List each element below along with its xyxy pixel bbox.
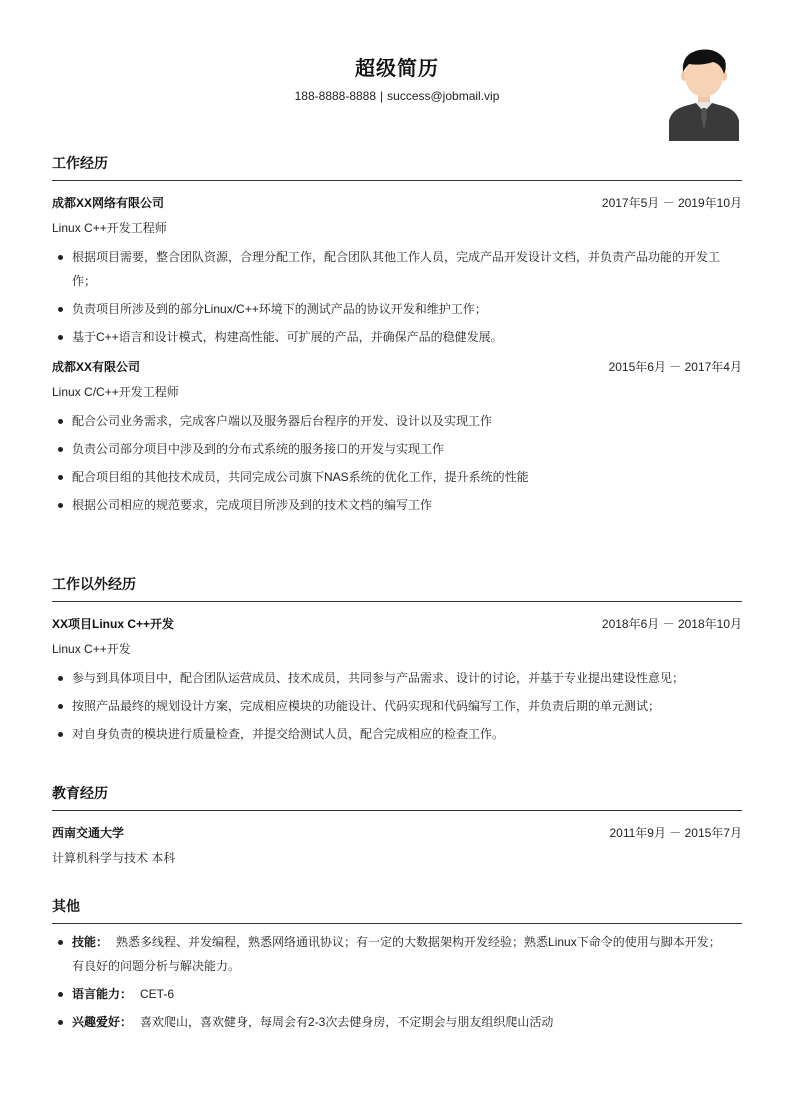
phone-number: 188-8888-8888 (294, 89, 377, 103)
section-title: 其他 (52, 895, 742, 924)
avatar (669, 46, 739, 141)
bullet-list (52, 245, 742, 349)
date-range: 2015年6月 － 2017年4月 (608, 359, 742, 374)
list-item: 负责公司部分项目中涉及到的分布式系统的服务接口的开发与实现工作 (52, 437, 742, 461)
list-item: 根据公司相应的规范要求，完成项目所涉及到的技术文档的编写工作 (52, 493, 742, 517)
list-item (52, 982, 742, 1006)
bullet-list (52, 666, 742, 746)
section-title: 工作以外经历 (52, 573, 742, 602)
section-title: 教育经历 (52, 782, 742, 811)
skills-text: 熟悉多线程、并发编程，熟悉网络通讯协议；有一定的大数据架构开发经验；熟悉Linux下命令的使用与脚本开发；有良好的问题分析与解决能力。 (72, 935, 721, 973)
language-label: 语言能力： (72, 987, 133, 1001)
resume-header (52, 0, 742, 150)
list-item (52, 930, 742, 978)
skills-label: 技能： (72, 935, 109, 949)
list-item: 配合项目组的其他技术成员，共同完成公司旗下NAS系统的优化工作，提升系统的性能 (52, 465, 742, 489)
school-name: 西南交通大学 (52, 825, 125, 840)
work-entry (52, 189, 742, 349)
entry-header (52, 189, 742, 215)
hobbies-text: 喜欢爬山，喜欢健身，每周会有2-3次去健身房，不定期会与朋友组织爬山活动 (140, 1015, 554, 1029)
contact-line (52, 89, 742, 103)
date-range: 2011年9月 － 2015年7月 (609, 825, 742, 840)
language-text: CET-6 (140, 987, 175, 1001)
list-item: 配合公司业务需求，完成客户端以及服务器后台程序的开发、设计以及实现工作 (52, 409, 742, 433)
entry-header (52, 353, 742, 379)
hobbies-label: 兴趣爱好： (72, 1015, 133, 1029)
misc-section (52, 895, 742, 1038)
project-entry (52, 610, 742, 746)
resume-page (52, 0, 742, 1029)
company-name: 成都XX有限公司 (52, 359, 141, 374)
project-name: XX项目Linux C++开发 (52, 616, 175, 631)
email-address: success@jobmail.vip (387, 89, 500, 103)
list-item: 负责项目所涉及到的部分Linux/C++环境下的测试产品的协议开发和维护工作； (52, 297, 742, 321)
list-item (52, 1010, 742, 1034)
degree-major: 计算机科学与技术 本科 (52, 851, 176, 865)
other-experience-section (52, 573, 742, 750)
job-title: Linux C++开发工程师 (52, 221, 167, 235)
entry-header (52, 819, 742, 845)
company-name: 成都XX网络有限公司 (52, 195, 165, 210)
list-item: 根据项目需要，整合团队资源，合理分配工作，配合团队其他工作人员，完成产品开发设计文档，并负责产品功能的开发工作； (52, 245, 742, 293)
job-title: Linux C/C++开发工程师 (52, 385, 179, 399)
section-title: 工作经历 (52, 152, 742, 181)
date-range: 2018年6月 － 2018年10月 (601, 616, 742, 631)
contact-separator: | (380, 89, 384, 103)
list-item: 参与到具体项目中，配合团队运营成员、技术成员，共同参与产品需求、设计的讨论，并基于专业提出建设性意见； (52, 666, 742, 690)
entry-header (52, 610, 742, 636)
candidate-name: 超级简历 (355, 58, 439, 80)
bullet-list (52, 930, 742, 1034)
date-range: 2017年5月 － 2019年10月 (601, 195, 742, 210)
bullet-list (52, 409, 742, 517)
project-role: Linux C++开发 (52, 642, 131, 656)
education-entry (52, 819, 742, 871)
list-item: 基于C++语言和设计模式，构建高性能、可扩展的产品，并确保产品的稳健发展。 (52, 325, 742, 349)
list-item: 对自身负责的模块进行质量检查，并提交给测试人员，配合完成相应的检查工作。 (52, 722, 742, 746)
work-experience-section (52, 152, 742, 521)
education-section (52, 782, 742, 871)
list-item: 按照产品最终的规划设计方案，完成相应模块的功能设计、代码实现和代码编写工作，并负责后期的单元测试； (52, 694, 742, 718)
work-entry (52, 353, 742, 517)
